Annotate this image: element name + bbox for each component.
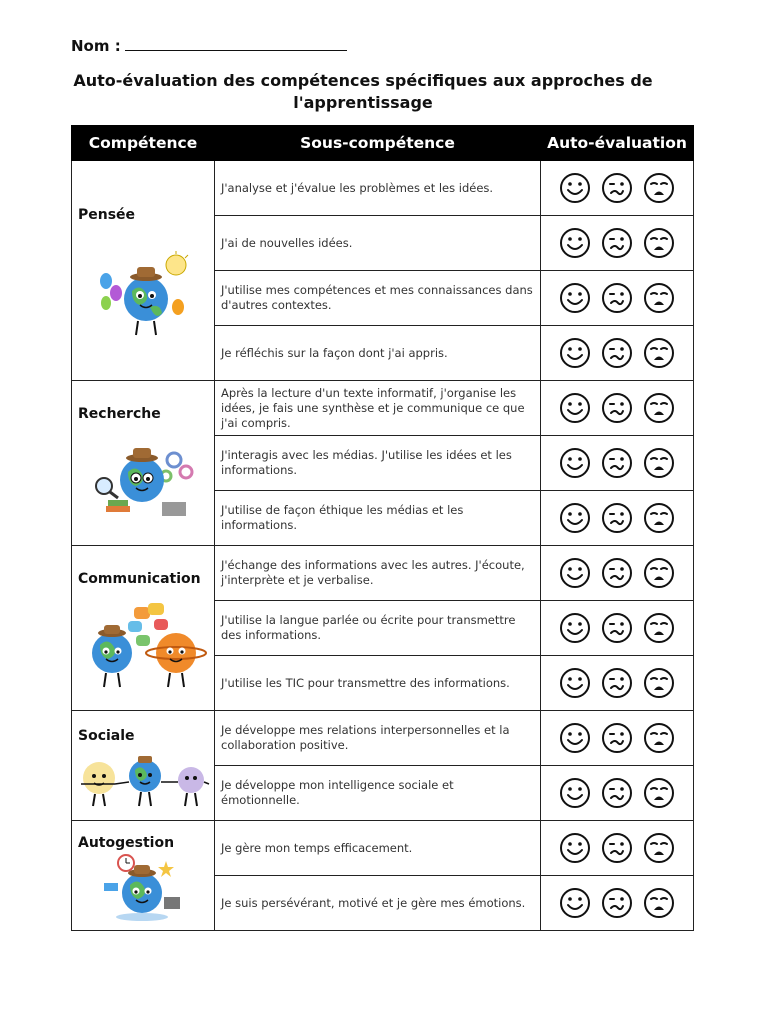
confused-face-icon[interactable] — [601, 337, 633, 369]
competence-name: Pensée — [78, 206, 136, 223]
sub-competence-text: J'échange des informations avec les autres. J'écoute, j'interprète et je verbalise. — [215, 546, 541, 601]
self-evaluation-cell — [541, 821, 694, 876]
self-evaluation-cell — [541, 436, 694, 491]
sad-face-icon[interactable] — [643, 337, 675, 369]
confused-face-icon[interactable] — [601, 777, 633, 809]
self-evaluation-cell — [541, 161, 694, 216]
sub-competence-text: J'utilise mes compétences et mes connaissances dans d'autres contextes. — [215, 271, 541, 326]
competence-cell-sociale — [72, 711, 215, 821]
column-header-sous-competence: Sous-compétence — [215, 126, 541, 161]
sub-competence-text: J'ai de nouvelles idées. — [215, 216, 541, 271]
sad-face-icon[interactable] — [643, 612, 675, 644]
self-evaluation-cell — [541, 326, 694, 381]
confused-face-icon[interactable] — [601, 227, 633, 259]
confused-face-icon[interactable] — [601, 392, 633, 424]
self-evaluation-table — [71, 125, 694, 931]
confused-face-icon[interactable] — [601, 667, 633, 699]
confused-face-icon[interactable] — [601, 172, 633, 204]
happy-face-icon[interactable] — [559, 172, 591, 204]
self-evaluation-cell — [541, 766, 694, 821]
sub-competence-text: J'utilise de façon éthique les médias et les informations. — [215, 491, 541, 546]
sad-face-icon[interactable] — [643, 392, 675, 424]
sub-competence-text: Après la lecture d'un texte informatif, j'organise les idées, je fais une synthèse et je communique ce que j'ai compris. — [215, 381, 541, 436]
competence-cell-autogestion — [72, 821, 215, 931]
sad-face-icon[interactable] — [643, 447, 675, 479]
sub-competence-text: Je réfléchis sur la façon dont j'ai appris. — [215, 326, 541, 381]
self-evaluation-cell — [541, 876, 694, 931]
globes-speech-bubbles-illustration — [78, 601, 208, 691]
sub-competence-text: J'analyse et j'évalue les problèmes et les idées. — [215, 161, 541, 216]
competence-name: Recherche — [78, 406, 161, 422]
happy-face-icon[interactable] — [559, 832, 591, 864]
sad-face-icon[interactable] — [643, 722, 675, 754]
happy-face-icon[interactable] — [559, 392, 591, 424]
sub-competence-text: J'utilise la langue parlée ou écrite pour transmettre des informations. — [215, 601, 541, 656]
self-evaluation-cell — [541, 271, 694, 326]
confused-face-icon[interactable] — [601, 557, 633, 589]
happy-face-icon[interactable] — [559, 502, 591, 534]
self-evaluation-cell — [541, 381, 694, 436]
happy-face-icon[interactable] — [559, 557, 591, 589]
page-title: Auto-évaluation des compétences spécifiques aux approches de l'apprentissage — [73, 71, 653, 112]
table-header-row — [72, 126, 694, 161]
confused-face-icon[interactable] — [601, 832, 633, 864]
column-header-competence: Compétence — [72, 126, 215, 161]
table-row — [72, 711, 694, 766]
self-evaluation-cell — [541, 546, 694, 601]
happy-face-icon[interactable] — [559, 447, 591, 479]
happy-face-icon[interactable] — [559, 612, 591, 644]
sub-competence-text: Je développe mon intelligence sociale et émotionnelle. — [215, 766, 541, 821]
self-evaluation-cell — [541, 656, 694, 711]
column-header-auto-evaluation: Auto-évaluation — [541, 126, 694, 161]
confused-face-icon[interactable] — [601, 282, 633, 314]
sad-face-icon[interactable] — [643, 227, 675, 259]
sub-competence-text: J'interagis avec les médias. J'utilise les idées et les informations. — [215, 436, 541, 491]
table-row — [72, 381, 694, 436]
planets-holding-hands-illustration — [75, 750, 211, 810]
sad-face-icon[interactable] — [643, 887, 675, 919]
happy-face-icon[interactable] — [559, 282, 591, 314]
self-evaluation-cell — [541, 601, 694, 656]
sad-face-icon[interactable] — [643, 777, 675, 809]
confused-face-icon[interactable] — [601, 612, 633, 644]
sub-competence-text: Je développe mes relations interpersonnelles et la collaboration positive. — [215, 711, 541, 766]
table-row — [72, 821, 694, 876]
sad-face-icon[interactable] — [643, 667, 675, 699]
name-field[interactable] — [71, 36, 347, 55]
happy-face-icon[interactable] — [559, 337, 591, 369]
confused-face-icon[interactable] — [601, 722, 633, 754]
confused-face-icon[interactable] — [601, 887, 633, 919]
competence-name: Sociale — [78, 727, 135, 744]
happy-face-icon[interactable] — [559, 887, 591, 919]
happy-face-icon[interactable] — [559, 227, 591, 259]
self-evaluation-cell — [541, 491, 694, 546]
sub-competence-text: Je suis persévérant, motivé et je gère mes émotions. — [215, 876, 541, 931]
self-evaluation-cell — [541, 216, 694, 271]
competence-cell-communication — [72, 546, 215, 711]
competence-cell-recherche — [72, 381, 215, 546]
competence-cell-pensee — [72, 161, 215, 381]
sad-face-icon[interactable] — [643, 832, 675, 864]
sad-face-icon[interactable] — [643, 172, 675, 204]
competence-name: Communication — [78, 571, 201, 587]
table-row — [72, 546, 694, 601]
name-label: Nom : — [71, 37, 121, 55]
happy-face-icon[interactable] — [559, 777, 591, 809]
sad-face-icon[interactable] — [643, 557, 675, 589]
happy-face-icon[interactable] — [559, 667, 591, 699]
self-evaluation-cell — [541, 711, 694, 766]
globe-clock-illustration — [98, 853, 188, 923]
sub-competence-text: J'utilise les TIC pour transmettre des informations. — [215, 656, 541, 711]
table-row — [72, 161, 694, 216]
sub-competence-text: Je gère mon temps efficacement. — [215, 821, 541, 876]
happy-face-icon[interactable] — [559, 722, 591, 754]
name-blank-line[interactable] — [125, 36, 347, 51]
confused-face-icon[interactable] — [601, 447, 633, 479]
confused-face-icon[interactable] — [601, 502, 633, 534]
sad-face-icon[interactable] — [643, 502, 675, 534]
globe-magnifier-illustration — [88, 436, 198, 526]
globe-lightbulb-illustration — [88, 251, 198, 341]
sad-face-icon[interactable] — [643, 282, 675, 314]
competence-name: Autogestion — [78, 834, 175, 851]
